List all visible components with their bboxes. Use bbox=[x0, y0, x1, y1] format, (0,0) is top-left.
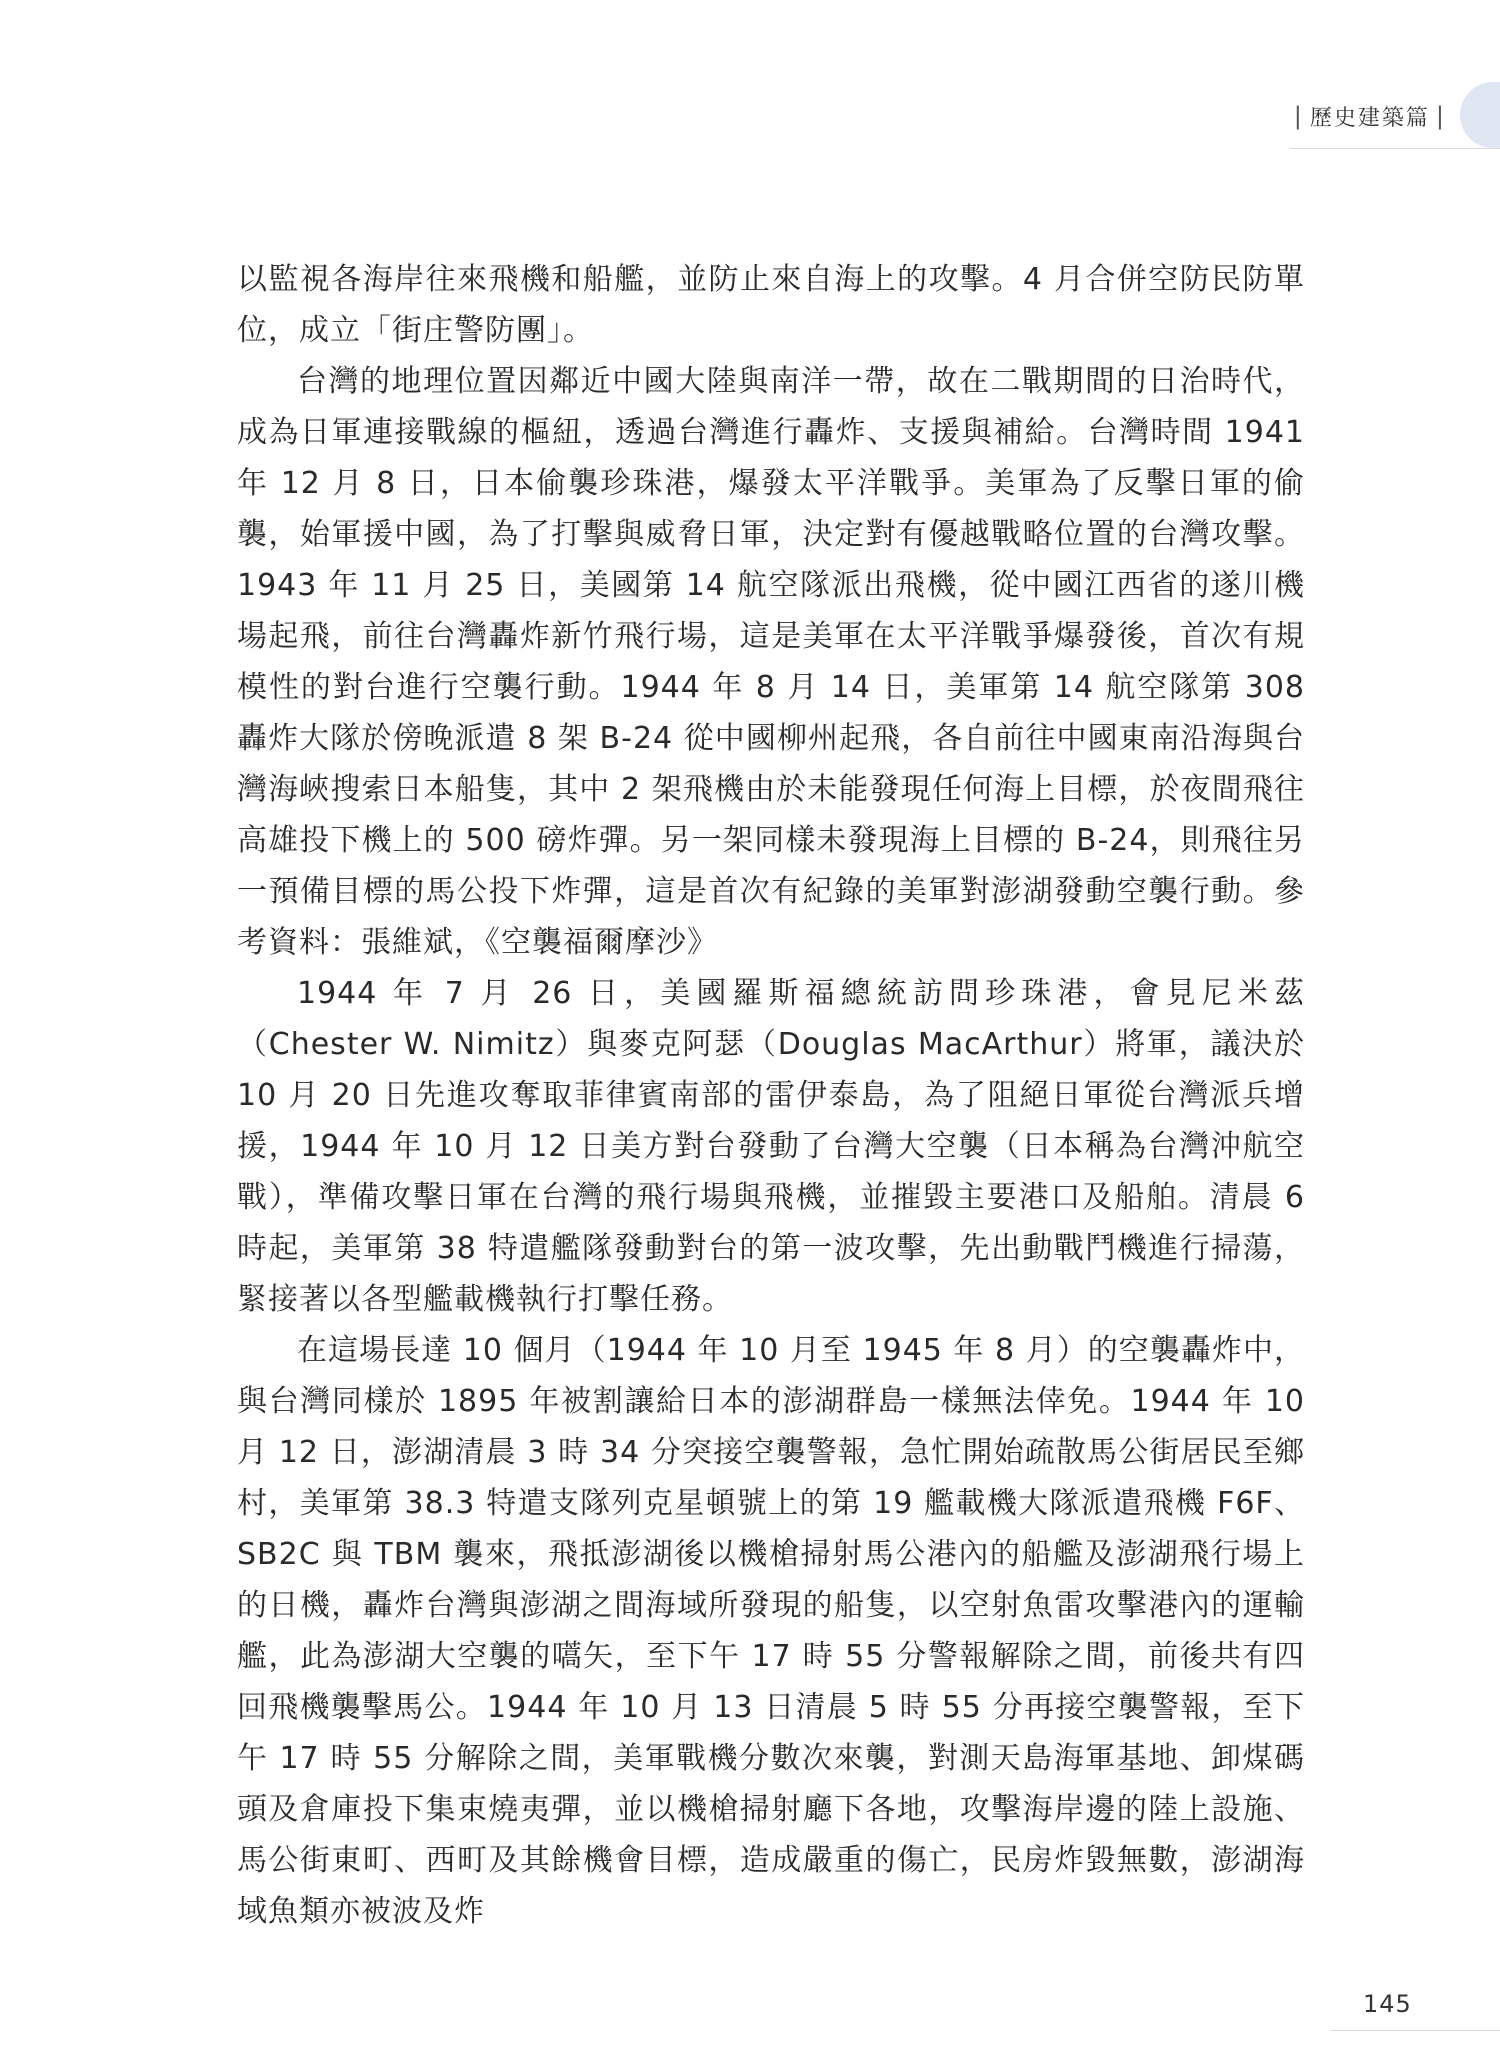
section-tab-marker bbox=[1460, 82, 1500, 148]
paragraph-1: 以監視各海岸往來飛機和船艦，並防止來自海上的攻擊。4 月合併空防民防單位，成立「街庄警防團」。 bbox=[237, 262, 1305, 348]
header-bar-right: | bbox=[1435, 102, 1446, 130]
footer-divider bbox=[1330, 2030, 1500, 2031]
running-header bbox=[1288, 96, 1452, 136]
paragraph-2: 台灣的地理位置因鄰近中國大陸與南洋一帶，故在二戰期間的日治時代，成為日軍連接戰線的樞紐，透過台灣進行轟炸、支援與補給。台灣時間 1941 年 12 月 8 日，日本偷襲珍珠港，爆發太平洋戰爭。美軍為了反擊日軍的偷襲，始軍援中國，為了打擊與威脅日軍，決定對有優越戰略位置的台灣攻擊。1943 年 11 月 25 日，美國第 14 航空隊派出飛機，從中國江西省的遂川機場起飛，前往台灣轟炸新竹飛行場，這是美軍在太平洋戰爭爆發後，首次有規模性的對台進行空襲行動。1944 年 8 月 14 日，美軍第 14 航空隊第 308 轟炸大隊於傍晚派遣 8 架 B-24 從中國柳州起飛，各自前往中國東南沿海與台灣海峽搜索日本船隻，其中 2 架飛機由於未能發現任何海上目標，於夜間飛往高雄投下機上的 500 磅炸彈。另一架同樣未發現海上目標的 B-24，則飛往另一預備目標的馬公投下炸彈，這是首次有紀錄的美軍對澎湖發動空襲行動。參考資料：張維斌，《空襲福爾摩沙》 bbox=[237, 364, 1305, 960]
section-title: 歷史建築篇 bbox=[1309, 105, 1430, 131]
paragraph-4: 在這場長達 10 個月（1944 年 10 月至 1945 年 8 月）的空襲轟炸中，與台灣同樣於 1895 年被割讓給日本的澎湖群島一樣無法倖免。1944 年 10 月 12 日，澎湖清晨 3 時 34 分突接空襲警報，急忙開始疏散馬公街居民至鄉村，美軍第 38.3 特遣支隊列克星頓號上的第 19 艦載機大隊派遣飛機 F6F、SB2C 與 TBM 襲來，飛抵澎湖後以機槍掃射馬公港內的船艦及澎湖飛行場上的日機，轟炸台灣與澎湖之間海域所發現的船隻，以空射魚雷攻擊港內的運輸艦，此為澎湖大空襲的嚆矢，至下午 17 時 55 分警報解除之間，前後共有四回飛機襲擊馬公。1944 年 10 月 13 日清晨 5 時 55 分再接空襲警報，至下午 17 時 55 分解除之間，美軍戰機分數次來襲，對測天島海軍基地、卸煤碼頭及倉庫投下集束燒夷彈，並以機槍掃射廳下各地，攻擊海岸邊的陸上設施、馬公街東町、西町及其餘機會目標，造成嚴重的傷亡，民房炸毀無數，澎湖海域魚類亦被波及炸 bbox=[237, 1333, 1305, 1929]
header-divider bbox=[1290, 148, 1500, 149]
page-number: 145 bbox=[1363, 1990, 1412, 2018]
header-bar-left: | bbox=[1293, 102, 1304, 130]
paragraph-3: 1944 年 7 月 26 日，美國羅斯福總統訪問珍珠港，會見尼米茲（Chester W. Nimitz）與麥克阿瑟（Douglas MacArthur）將軍，議決於 10 月 20 日先進攻奪取菲律賓南部的雷伊泰島，為了阻絕日軍從台灣派兵增援，1944 年 10 月 12 日美方對台發動了台灣大空襲（日本稱為台灣沖航空戰），準備攻擊日軍在台灣的飛行場與飛機，並摧毀主要港口及船舶。清晨 6 時起，美軍第 38 特遣艦隊發動對台的第一波攻擊，先出動戰鬥機進行掃蕩，緊接著以各型艦載機執行打擊任務。 bbox=[237, 976, 1305, 1317]
body-text bbox=[237, 254, 1305, 1937]
